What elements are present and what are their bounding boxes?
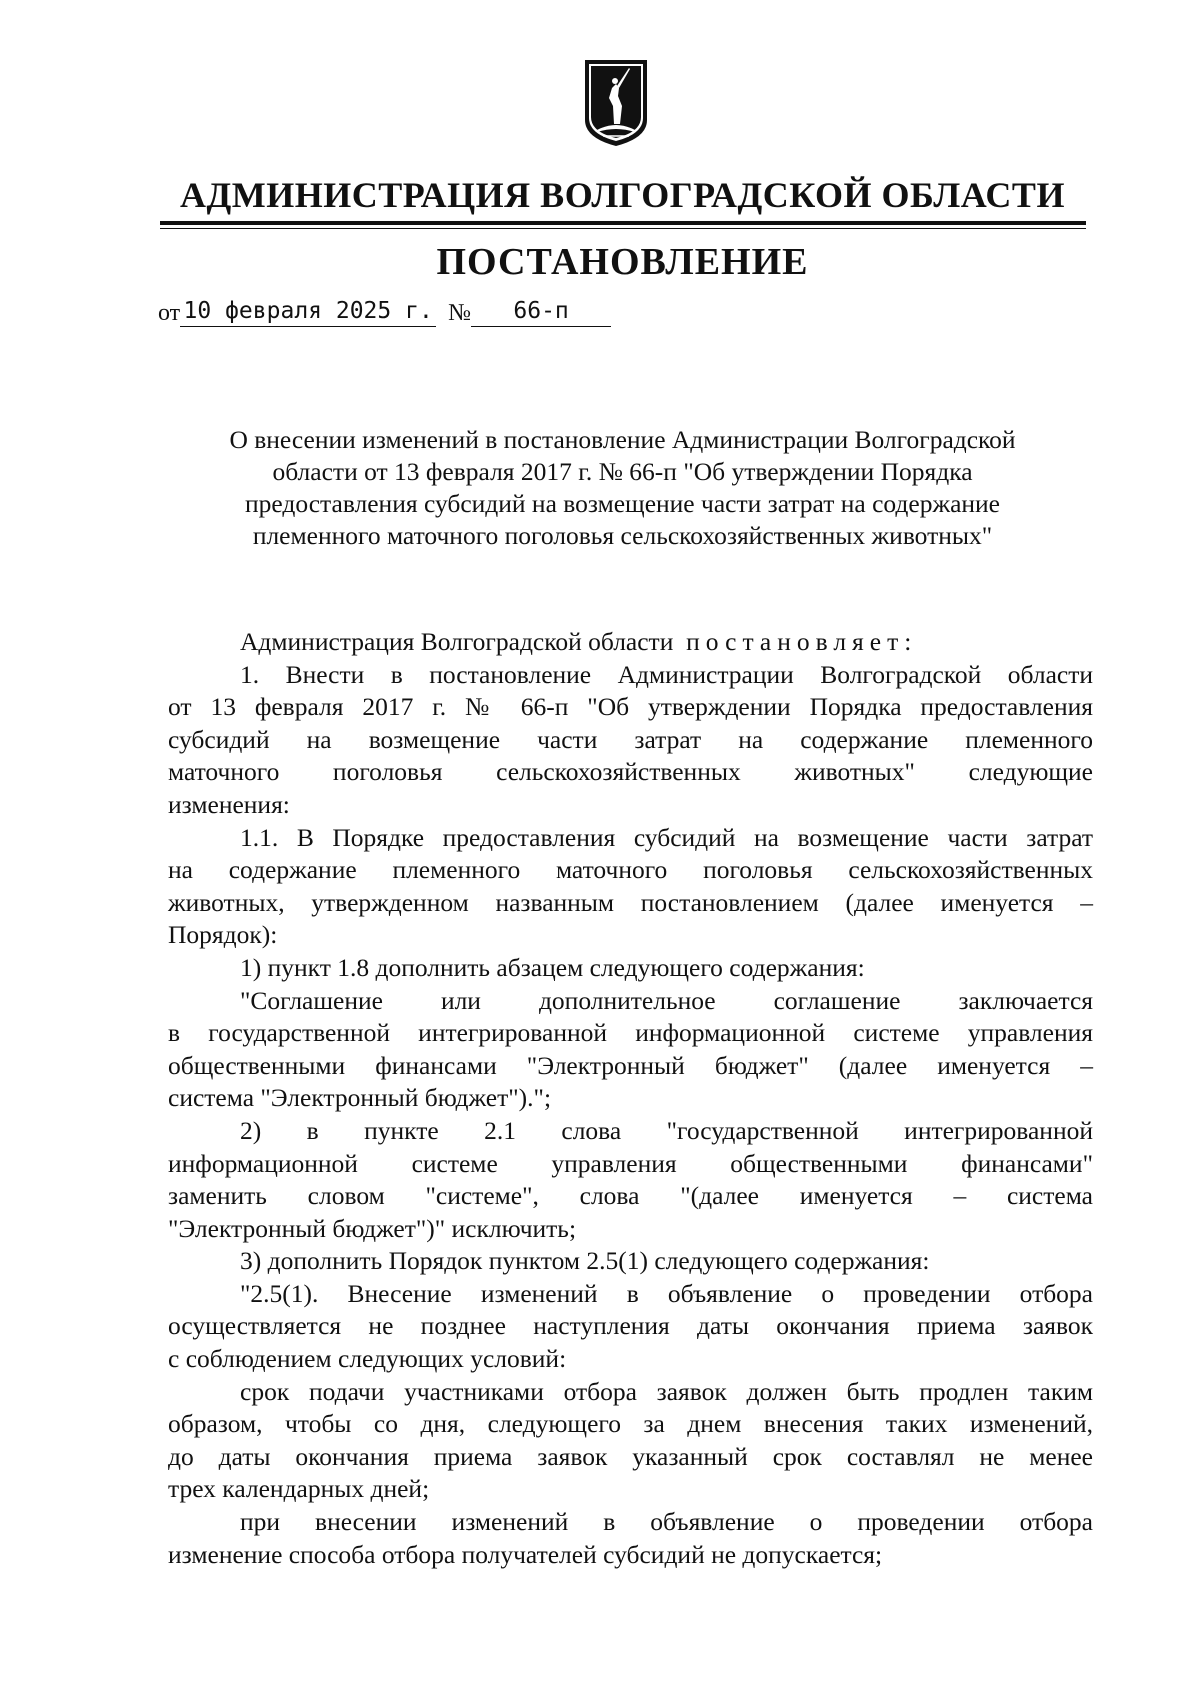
body-line: 1) пункт 1.8 дополнить абзацем следующего содержания: xyxy=(240,952,865,982)
document-type: ПОСТАНОВЛЕНИЕ xyxy=(436,241,809,283)
number-prefix: № xyxy=(448,300,472,326)
body-line: осуществляется не позднее наступления даты окончания приема заявок xyxy=(168,1311,1093,1341)
body-line: 2) в пункте 2.1 слова "государственной интегрированной xyxy=(240,1115,1093,1145)
number-value: 66-п xyxy=(471,296,611,327)
body-line: в государственной интегрированной информационной системе управления xyxy=(168,1018,1093,1048)
document-heading xyxy=(170,424,1075,552)
body-line: 1. Внести в постановление Администрации Волгоградской области xyxy=(240,659,1093,689)
header-rule-thick xyxy=(160,221,1086,225)
body-line: "2.5(1). Внесение изменений в объявление о проведении отбора xyxy=(240,1278,1093,1308)
body-line: Порядок): xyxy=(168,920,278,950)
body-line: на содержание племенного маточного поголовья сельскохозяйственных xyxy=(168,855,1093,885)
body-line: информационной системе управления общественными финансами" xyxy=(168,1148,1093,1178)
org-title: АДМИНИСТРАЦИЯ ВОЛГОГРАДСКОЙ ОБЛАСТИ xyxy=(180,175,1065,215)
date-value: 10 февраля 2025 г. xyxy=(180,296,436,327)
heading-line: предоставления субсидий на возмещение части затрат на содержание xyxy=(244,489,1000,518)
heading-line: племенного маточного поголовья сельскохозяйственных животных" xyxy=(252,521,993,550)
heading-line: О внесении изменений в постановление Администрации Волгоградской xyxy=(229,425,1016,454)
body-line: "Электронный бюджет")" исключить; xyxy=(168,1213,577,1243)
date-number-line xyxy=(158,296,611,330)
intro-line xyxy=(168,626,1093,659)
body-line: "Соглашение или дополнительное соглашение заключается xyxy=(240,985,1093,1015)
body-line: заменить словом "системе", слова "(далее именуется – система xyxy=(168,1181,1093,1211)
body-line: субсидий на возмещение части затрат на содержание племенного xyxy=(168,724,1093,754)
header-rule-thin xyxy=(160,228,1086,229)
intro-spaced: постановляет: xyxy=(686,627,918,656)
body-line: 1.1. В Порядке предоставления субсидий на возмещение части затрат xyxy=(240,822,1093,852)
body-line: от 13 февраля 2017 г. № 66-п "Об утверждении Порядка предоставления xyxy=(168,692,1093,722)
body-line: изменение способа отбора получателей субсидий не допускается; xyxy=(168,1539,883,1569)
body-line: срок подачи участниками отбора заявок должен быть продлен таким xyxy=(240,1376,1093,1406)
body-line: маточного поголовья сельскохозяйственных животных" следующие xyxy=(168,757,1093,787)
body-line: до даты окончания приема заявок указанный срок составлял не менее xyxy=(168,1441,1093,1471)
body-line: животных, утвержденном названным постановлением (далее именуется – xyxy=(168,887,1093,917)
heading-line: области от 13 февраля 2017 г. № 66-п "Об утверждении Порядка xyxy=(272,457,973,486)
document-body xyxy=(168,626,1093,1571)
volgograd-emblem-icon xyxy=(583,58,649,148)
body-line: трех календарных дней; xyxy=(168,1474,430,1504)
body-line: 3) дополнить Порядок пунктом 2.5(1) следующего содержания: xyxy=(240,1246,930,1276)
body-line: при внесении изменений в объявление о проведении отбора xyxy=(240,1507,1093,1537)
intro-prefix: Администрация Волгоградской области xyxy=(240,627,674,656)
body-line: изменения: xyxy=(168,789,290,819)
body-line: образом, чтобы со дня, следующего за днем внесения таких изменений, xyxy=(168,1409,1093,1439)
body-line: система "Электронный бюджет")."; xyxy=(168,1083,552,1113)
body-line: с соблюдением следующих условий: xyxy=(168,1344,567,1374)
date-prefix: от xyxy=(158,300,181,326)
body-line: общественными финансами "Электронный бюджет" (далее именуется – xyxy=(168,1050,1093,1080)
